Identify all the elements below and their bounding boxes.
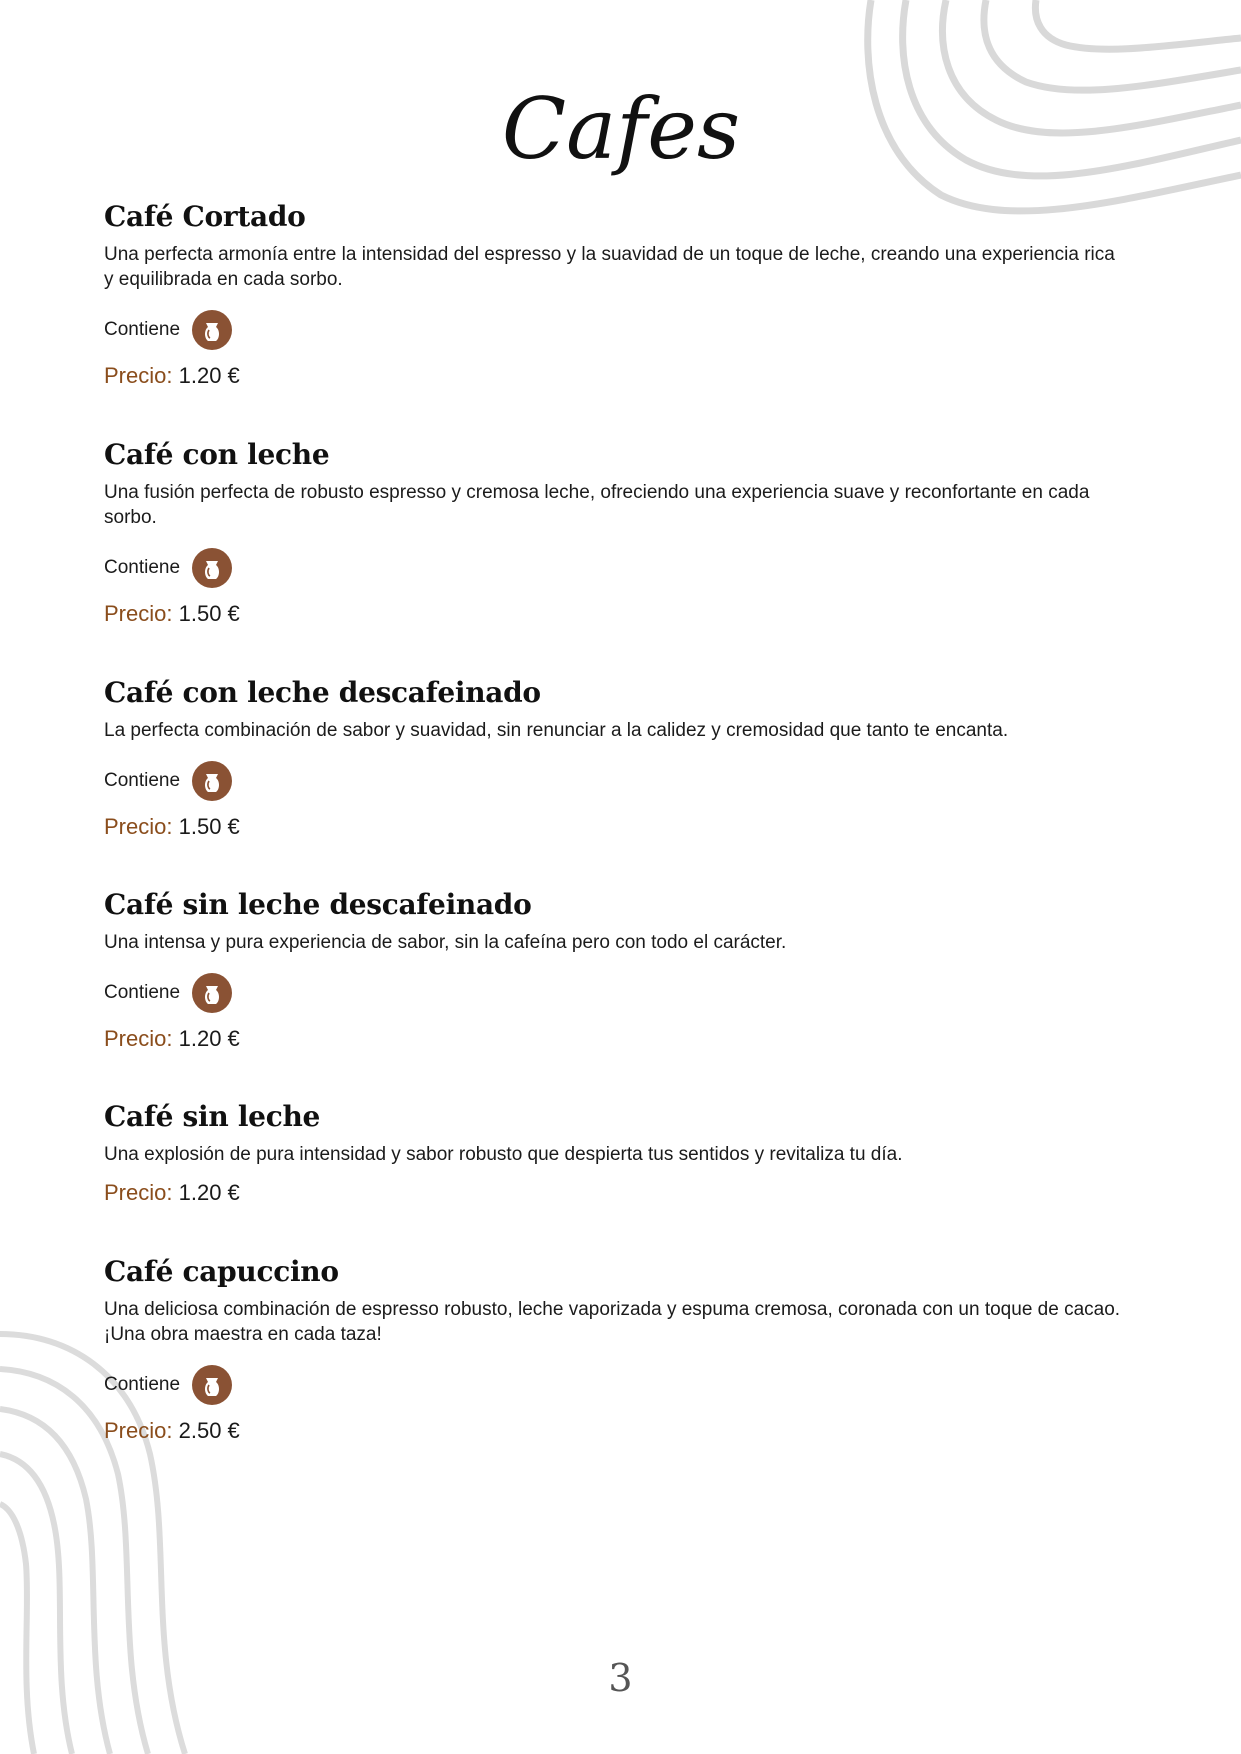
price-label: Precio:: [104, 1180, 173, 1205]
menu-item-cafe-con-leche-descafeinado: [104, 676, 1144, 841]
milk-jug-icon: [192, 973, 232, 1013]
contains-label: Contiene: [104, 557, 181, 578]
contains-label: Contiene: [104, 770, 181, 791]
title-script: [491, 70, 751, 190]
allergen-row: [104, 973, 1144, 1013]
price-label: Precio:: [104, 1418, 173, 1443]
price-row: [104, 362, 1144, 390]
contains-label: Contiene: [104, 1374, 181, 1395]
item-name: Café capuccino: [104, 1255, 339, 1288]
page-number: 3: [608, 1656, 633, 1700]
item-name: Café Cortado: [104, 200, 306, 233]
milk-jug-icon: [192, 310, 232, 350]
menu-item-cafe-sin-leche-descafeinado: [104, 888, 1144, 1053]
item-description: La perfecta combinación de sabor y suavidad, sin renunciar a la calidez y cremosidad que tanto te encanta.: [104, 720, 1009, 741]
contains-label: Contiene: [104, 982, 181, 1003]
item-name: Café con leche descafeinado: [104, 676, 541, 709]
allergen-row: [104, 310, 1144, 350]
price-value: 2.50 €: [178, 1418, 240, 1443]
price-label: Precio:: [104, 1026, 173, 1051]
menu-item-cafe-cortado: [104, 200, 1144, 390]
price-row: [104, 1025, 1144, 1053]
price-row: [104, 1417, 1144, 1445]
milk-jug-icon: [192, 548, 232, 588]
item-name: Café sin leche: [104, 1100, 321, 1133]
price-row: [104, 1179, 1144, 1207]
price-value: 1.20 €: [178, 1026, 240, 1051]
price-value: 1.50 €: [178, 601, 240, 626]
allergen-row: [104, 761, 1144, 801]
contains-label: Contiene: [104, 319, 181, 340]
price-row: [104, 600, 1144, 628]
svg-text:Cafes: Cafes: [501, 80, 740, 178]
price-value: 1.50 €: [178, 814, 240, 839]
page-title: [0, 70, 1241, 195]
menu-item-cafe-capuccino: [104, 1255, 1144, 1445]
price-label: Precio:: [104, 814, 173, 839]
item-description: Una perfecta armonía entre la intensidad del espresso y la suavidad de un toque de leche, creando una experiencia rica y equilibrada en cada sorbo.: [104, 244, 1115, 290]
allergen-row: [104, 548, 1144, 588]
price-value: 1.20 €: [178, 363, 240, 388]
milk-jug-icon: [192, 761, 232, 801]
item-description: Una fusión perfecta de robusto espresso y cremosa leche, ofreciendo una experiencia suave y reconfortante en cada sorbo.: [104, 482, 1090, 528]
price-label: Precio:: [104, 601, 173, 626]
price-value: 1.20 €: [178, 1180, 240, 1205]
milk-jug-icon: [192, 1365, 232, 1405]
allergen-row: [104, 1365, 1144, 1405]
item-description: Una explosión de pura intensidad y sabor robusto que despierta tus sentidos y revitaliza tu día.: [104, 1144, 903, 1165]
price-label: Precio:: [104, 363, 173, 388]
price-row: [104, 813, 1144, 841]
item-description: Una intensa y pura experiencia de sabor, sin la cafeína pero con todo el carácter.: [104, 932, 787, 953]
menu-item-cafe-sin-leche: [104, 1100, 1144, 1207]
menu-item-cafe-con-leche: [104, 438, 1144, 628]
item-name: Café sin leche descafeinado: [104, 888, 532, 921]
item-description: Una deliciosa combinación de espresso robusto, leche vaporizada y espuma cremosa, coronada con un toque de cacao. ¡Una obra maestra en cada taza!: [104, 1299, 1121, 1345]
item-name: Café con leche: [104, 438, 330, 471]
